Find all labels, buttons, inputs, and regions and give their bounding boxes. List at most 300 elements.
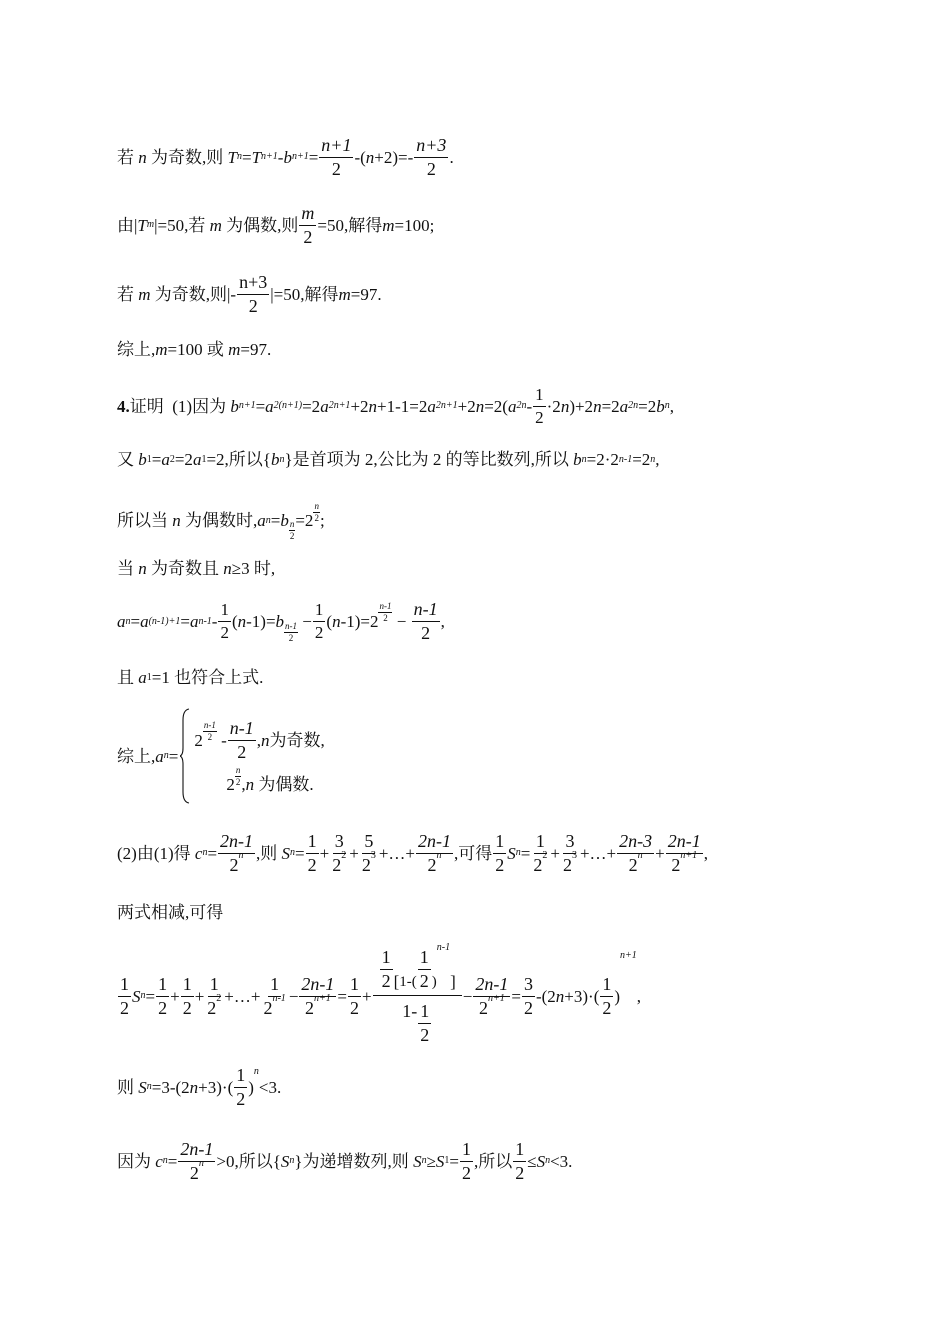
denominator: 2: [602, 997, 612, 1018]
case-odd: [194, 719, 324, 762]
text: ,: [703, 843, 708, 863]
var-c: c: [194, 843, 203, 863]
text: =50,解得: [317, 215, 383, 235]
solution-line-7: 所以当 n 为偶数时, a n = b $\frac{n}{2}$ =2 $\frac{n}{2}$ ;: [117, 501, 325, 541]
var-c: c: [155, 1151, 163, 1171]
numerator: n-1: [203, 720, 216, 730]
text: =100 或: [167, 340, 224, 359]
text: +…+: [378, 843, 416, 863]
denominator: 2: [120, 997, 129, 1018]
var-n: n: [368, 396, 378, 416]
text: (: [326, 612, 333, 631]
var-T: T: [137, 215, 147, 235]
fraction: [228, 719, 256, 762]
var-S: S: [138, 1077, 147, 1097]
denominator: 2: [207, 732, 213, 742]
denominator: 2: [314, 623, 324, 642]
fraction: 2n-1 2 n+1: [475, 973, 509, 1018]
denominator: 2: [535, 407, 544, 427]
text: (2)由(1)得: [117, 843, 191, 863]
text: =: [295, 843, 305, 863]
solution-line-1: 若 n 为奇数,则 T n = T n+1 - b n+1 = $\frac{n+1}{2}$ -( n +2)=- $\frac{n+3}{2}$ .: [117, 135, 454, 179]
numerator: 1: [493, 832, 506, 854]
numerator: 3: [522, 975, 535, 997]
text: -1)=: [246, 612, 276, 631]
fraction: [234, 1066, 247, 1109]
text: =: [241, 147, 252, 167]
denominator: 2: [671, 854, 681, 875]
numerator: 2n-1: [299, 975, 336, 997]
text: |=50,解得: [270, 284, 339, 304]
numerator: 1: [418, 948, 431, 970]
numerator: 3: [563, 832, 576, 854]
var-m: m: [228, 340, 241, 359]
text: =2: [302, 396, 321, 416]
fraction: 2n-3 2 n: [619, 831, 653, 875]
var-m: m: [382, 215, 395, 235]
denominator: 2: [427, 854, 437, 875]
var-n: n: [332, 612, 341, 631]
text: ): [248, 1077, 254, 1097]
fraction: [414, 136, 448, 179]
text: ,: [256, 731, 262, 750]
fraction: 2n-1 2 n: [180, 1139, 214, 1183]
text: ,所以: [474, 1151, 513, 1171]
fraction: [313, 601, 326, 642]
text: 2: [226, 774, 235, 794]
var-S: S: [132, 986, 141, 1006]
var-b: b: [138, 450, 147, 469]
text: ,: [636, 986, 642, 1006]
text: =2,所以{: [206, 450, 271, 469]
denominator: 2: [420, 1024, 430, 1045]
text: (: [231, 612, 238, 631]
text: ·2: [546, 396, 561, 416]
text: )+2: [569, 396, 594, 416]
var-a: a: [117, 612, 126, 631]
text: 1-: [402, 1000, 418, 1021]
text: 又: [117, 450, 134, 469]
text: ≥3 时,: [231, 559, 276, 578]
var-S: S: [413, 1151, 422, 1171]
text: 为偶数,则: [226, 215, 299, 235]
text: =: [308, 147, 319, 167]
denominator: 2: [462, 1162, 471, 1183]
fraction: [513, 1140, 526, 1183]
text: 因为: [117, 1151, 151, 1171]
var-b: b: [230, 396, 239, 416]
text: =: [207, 843, 218, 863]
var-S: S: [536, 1151, 546, 1171]
numerator: 2n-1: [473, 975, 510, 997]
var-a: a: [320, 396, 329, 416]
text: =2: [174, 450, 193, 469]
denominator: 2: [289, 531, 295, 541]
var-m: m: [209, 215, 222, 235]
text: =: [130, 612, 141, 631]
fraction: [533, 386, 546, 427]
text: 若: [117, 284, 134, 304]
var-n: n: [189, 1077, 199, 1097]
var-n: n: [237, 612, 247, 631]
solution-line-2: 由| T m |=50,若 m 为偶数,则 $\frac{m}{2}$ =50,解得 m =100;: [117, 203, 435, 247]
numerator: n+1: [319, 136, 353, 158]
var-n: n: [555, 986, 565, 1006]
solution-line-15: 则 S n =3-(2 n +3)·( $\frac{1}{2}$ ) n <3.: [117, 1065, 282, 1109]
text: ): [431, 974, 437, 991]
compound-fraction: [373, 942, 462, 1045]
solution-line-12: (2)由(1)得 c n = 2n-1 2 n ,则 S n = $\frac{1}{2}$ + 3 2 2 + 5 2 3 +…+ 2n-1 2 n ,可得 $\frac{1}{2}$ S n = 1 2 2 + 3 2 3 +…+ 2n-3 2 n + 2n-1 2 n+1 ,: [117, 831, 708, 875]
text: ,可得: [454, 843, 493, 863]
denominator: 2: [331, 158, 341, 179]
var-a: a: [619, 396, 629, 416]
text: +1-1=2: [377, 396, 428, 416]
var-a: a: [257, 511, 266, 530]
text: +: [194, 986, 205, 1006]
denominator: 2: [350, 997, 359, 1018]
numerator: 1: [380, 948, 393, 970]
text: ,: [669, 396, 674, 416]
text: 由|: [117, 215, 138, 235]
text: −: [462, 986, 473, 1006]
text: 2: [194, 731, 203, 750]
text: =100;: [394, 215, 435, 235]
var-m: m: [338, 284, 351, 304]
var-a: a: [155, 746, 164, 766]
denominator: 2: [236, 1088, 246, 1109]
fraction: [306, 832, 319, 875]
numerator: n: [235, 764, 241, 775]
var-S: S: [280, 1151, 290, 1171]
fraction: 1 2 n-1: [263, 973, 286, 1018]
denominator: 2: [263, 997, 273, 1018]
denominator: 2: [361, 854, 371, 875]
var-T: T: [251, 147, 262, 167]
denominator: 2: [419, 970, 429, 991]
text: +2: [457, 396, 476, 416]
var-b: b: [573, 450, 582, 469]
text: (1)因为: [172, 396, 227, 416]
numerator: 1: [418, 1002, 431, 1024]
text: =: [449, 1151, 459, 1171]
fraction: 2n-1 2 n+1: [301, 973, 335, 1018]
text: +: [362, 986, 372, 1006]
solution-line-16: 因为 c n = 2n-1 2 n >0,所以{ S n }为递增数列,则 S n ≥ S 1 = $\frac{1}{2}$ ,所以 $\frac{1}{2}$ ≤ S n <3.: [117, 1139, 573, 1183]
denominator: 2: [426, 158, 436, 179]
denominator: 2: [495, 854, 505, 875]
text: -: [211, 612, 218, 631]
numerator: 1: [181, 975, 194, 997]
fraction: [237, 273, 269, 316]
text: +2)=-: [374, 147, 414, 167]
denominator: 2: [158, 997, 168, 1018]
text: 当: [117, 559, 134, 578]
numerator: n+3: [414, 136, 448, 158]
text: =: [337, 986, 347, 1006]
text: 综上,: [117, 746, 156, 766]
text: 则: [117, 1077, 134, 1097]
numerator: 2n-1: [218, 832, 255, 854]
numerator: n+3: [237, 273, 269, 295]
fraction: 3 2 2: [332, 831, 347, 875]
numerator: 5: [362, 832, 375, 854]
numerator: 1: [348, 975, 361, 997]
text: <3.: [258, 1077, 282, 1097]
denominator: 2: [479, 997, 488, 1018]
text: 为奇数,则|-: [154, 284, 237, 304]
text: ≤: [527, 1151, 537, 1171]
solution-line-3: [117, 273, 382, 316]
var-n: n: [223, 559, 232, 578]
text: +: [319, 843, 330, 863]
text: 为奇数且: [151, 559, 219, 578]
text: }是首项为 2,公比为 2 的等比数列,所以: [284, 450, 569, 469]
text: 为偶数.: [258, 774, 314, 794]
fraction: [600, 975, 613, 1018]
solution-line-6: 又 b 1 = a 2 =2 a 1 =2,所以{ b n }是首项为 2,公比为 2 的等比数列,所以 b n =2·2 n-1 =2 n ,: [117, 450, 660, 469]
denominator: 2: [332, 854, 342, 875]
text: ,: [440, 612, 445, 631]
fraction: 2n-1 2 n+1: [667, 831, 701, 875]
numerator: 1: [306, 832, 319, 854]
text: −: [302, 612, 312, 631]
text: ,: [655, 450, 660, 469]
text: =2: [601, 396, 620, 416]
denominator: 2: [523, 997, 533, 1018]
numerator: 1: [218, 601, 231, 622]
text: =: [511, 986, 521, 1006]
numerator: 2n-1: [666, 832, 703, 854]
var-b: b: [275, 612, 285, 631]
text: +…+: [224, 986, 261, 1006]
fraction: [181, 975, 194, 1018]
text: 为奇数,: [269, 731, 325, 750]
text: +3)·(: [198, 1077, 234, 1097]
text: =: [255, 396, 266, 416]
numerator: n-1: [285, 621, 298, 631]
text: 为奇数,则: [151, 147, 224, 167]
text: +…+: [579, 843, 617, 863]
text: 且: [117, 668, 134, 687]
var-b: b: [656, 396, 665, 416]
fraction: [418, 1002, 431, 1045]
text: −: [288, 986, 299, 1006]
text: -: [526, 396, 533, 416]
fraction: [118, 975, 131, 1018]
piecewise: [178, 708, 324, 804]
fraction: [522, 975, 535, 1018]
var-b: b: [270, 450, 280, 469]
text: =: [145, 986, 156, 1006]
text: =: [520, 843, 531, 863]
numerator: 2n-1: [416, 832, 453, 854]
numerator: n-1: [379, 601, 392, 611]
case-even: [194, 764, 324, 794]
var-a: a: [427, 396, 436, 416]
fraction: 1 2 2: [207, 973, 222, 1018]
numerator: 1: [533, 386, 546, 407]
text: =97.: [240, 340, 272, 359]
text: +: [550, 843, 560, 863]
denominator: 2: [189, 1162, 199, 1183]
text: <3.: [550, 1151, 573, 1171]
numerator: m: [299, 204, 316, 226]
text: =2·2: [586, 450, 619, 469]
text: |=50,若: [154, 215, 206, 235]
fraction: 1 2 2: [533, 831, 548, 875]
proof-heading: 证明: [129, 396, 164, 416]
text: ≥: [426, 1151, 436, 1171]
numerator: 1: [234, 1066, 247, 1088]
subscript-fraction: [284, 622, 298, 643]
denominator: 2: [229, 854, 239, 875]
fraction: [380, 948, 393, 991]
denominator: 2: [182, 997, 192, 1018]
text: =97.: [350, 284, 382, 304]
denominator: 2: [307, 854, 317, 875]
numerator: 1: [208, 975, 221, 997]
text: =1 也符合上式.: [151, 668, 264, 687]
numerator: 1: [156, 975, 169, 997]
text: =2: [295, 511, 314, 530]
text: >0,所以{: [216, 1151, 281, 1171]
var-n: n: [560, 396, 570, 416]
numerator: 1: [460, 1140, 473, 1162]
text: +2: [350, 396, 369, 416]
text: ;: [319, 511, 325, 530]
fraction: [156, 975, 169, 1018]
var-S: S: [507, 843, 516, 863]
text: .: [449, 147, 454, 167]
text: =: [151, 450, 162, 469]
solution-line-9: a n = a (n-1)+1 = a n-1 - $\frac{1}{2}$ ( n -1)= b $\frac{n-1}{2}$ − $\frac{1}{2}$ ( n -1)=2 $\frac{n-1}{2}$ − $\frac{n-1}{2}$ ,: [117, 599, 445, 643]
denominator: 2: [220, 623, 229, 642]
numerator: 1: [600, 975, 613, 997]
problem-number: 4: [117, 396, 126, 416]
denominator: 2: [533, 854, 543, 875]
text: =: [168, 746, 179, 766]
var-a: a: [192, 450, 202, 469]
compound-denominator: [400, 996, 434, 1045]
denominator: 2: [235, 776, 241, 787]
numerator: 1: [513, 1140, 526, 1162]
text: 为偶数时,: [185, 511, 258, 530]
var-n: n: [138, 559, 147, 578]
var-m: m: [155, 340, 168, 359]
fraction: [493, 832, 506, 875]
numerator: n-1: [228, 719, 256, 741]
text: =: [270, 511, 281, 530]
text: -: [277, 147, 284, 167]
text: =2(: [484, 396, 508, 416]
text: -1)=2: [340, 612, 379, 631]
var-m: m: [138, 284, 151, 304]
solution-line-4: [117, 341, 271, 358]
text: +: [655, 843, 665, 863]
text: -(: [354, 147, 366, 167]
text: -(2: [535, 986, 556, 1006]
solution-line-14: $\frac{1}{2}$ S n = $\frac{1}{2}$ + $\frac{1}{2}$ + 1 2 2 +…+ 1 2 n-1 − 2n-1 2 n+1 = $\frac{1}{2}$ + $\frac{1}{2}$ [ 1-( $\frac{1}{2}$ ) n-1 ] 1- $\frac{1}{2}$ − 2n-1 2 n+1 = $\frac{3}{2}$ -(2 n +3)·( $\frac{1}{2}$ ) n+1 ,: [120, 942, 642, 1045]
solution-line-8: [117, 560, 275, 577]
denominator: 2: [303, 226, 313, 247]
numerator: n: [314, 501, 319, 511]
var-n: n: [593, 396, 602, 416]
fraction: [412, 600, 440, 643]
var-b: b: [283, 147, 292, 167]
exponent-fraction: [378, 602, 392, 623]
var-a: a: [265, 396, 274, 416]
numerator: 1: [268, 975, 281, 997]
text: 两式相减,可得: [117, 903, 224, 922]
var-a: a: [161, 450, 170, 469]
numerator: 1: [534, 832, 547, 854]
var-S: S: [281, 843, 291, 863]
numerator: 2n-1: [178, 1140, 215, 1162]
numerator: 1: [118, 975, 131, 997]
denominator: 2: [383, 613, 388, 623]
text: +3)·(: [564, 986, 600, 1006]
text: =2: [632, 450, 651, 469]
solution-line-10: 且 a 1 =1 也符合上式.: [117, 668, 264, 687]
denominator: 2: [421, 623, 431, 643]
fraction: [348, 975, 361, 1018]
fraction: [218, 601, 231, 642]
fraction: 2n-1 2 n: [220, 831, 254, 875]
var-a: a: [140, 612, 149, 631]
text: ,: [241, 774, 246, 794]
text: =3-(2: [151, 1077, 190, 1097]
text: ): [614, 986, 621, 1006]
text: 1-(: [399, 974, 417, 991]
denominator: 2: [314, 513, 319, 523]
numerator: 3: [333, 832, 346, 854]
solution-line-13: [117, 904, 223, 921]
text: −: [396, 612, 407, 631]
numerator: n-1: [412, 600, 440, 622]
var-n: n: [365, 147, 375, 167]
denominator: 2: [515, 1162, 525, 1183]
denominator: 2: [237, 742, 247, 762]
exponent-fraction: [203, 721, 217, 742]
numerator: n: [289, 519, 295, 529]
denominator: 2: [628, 854, 638, 875]
var-a: a: [189, 612, 199, 631]
fraction: 3 2 3: [562, 831, 577, 875]
var-S: S: [435, 1151, 445, 1171]
denominator: 2: [288, 633, 294, 643]
denominator: 2: [381, 970, 391, 991]
text: 若: [117, 147, 134, 167]
numerator: 2n-3: [617, 832, 654, 854]
fraction: 2n-1 2 n: [418, 831, 452, 875]
var-a: a: [138, 668, 147, 687]
fraction: [460, 1140, 473, 1183]
fraction: [418, 948, 431, 991]
var-n: n: [245, 774, 255, 794]
text: +: [349, 843, 359, 863]
fraction: [299, 204, 316, 247]
var-n: n: [172, 511, 181, 530]
text: 所以当: [117, 511, 168, 530]
denominator: 2: [562, 854, 572, 875]
solution-line-11: 综上, a n = 2 $\frac{n-1}{2}$ - $\frac{n-1}{2}$ , n 为奇数, 2 $\frac{n}{2}$ , n 为偶数.: [117, 708, 325, 804]
denominator: 2: [207, 997, 217, 1018]
text: -: [221, 731, 227, 750]
solution-line-5: 4 . 证明 (1)因为 b n+1 = a 2(n+1) =2 a 2n+1 +2 n +1-1=2 a 2n+1 +2 n =2( a 2n - $\frac{1}{2}$ ·2 n )+2 n =2 a 2n =2 b n ,: [117, 385, 674, 427]
var-T: T: [227, 147, 237, 167]
fraction: 5 2 3: [361, 831, 376, 875]
text: +: [170, 986, 180, 1006]
